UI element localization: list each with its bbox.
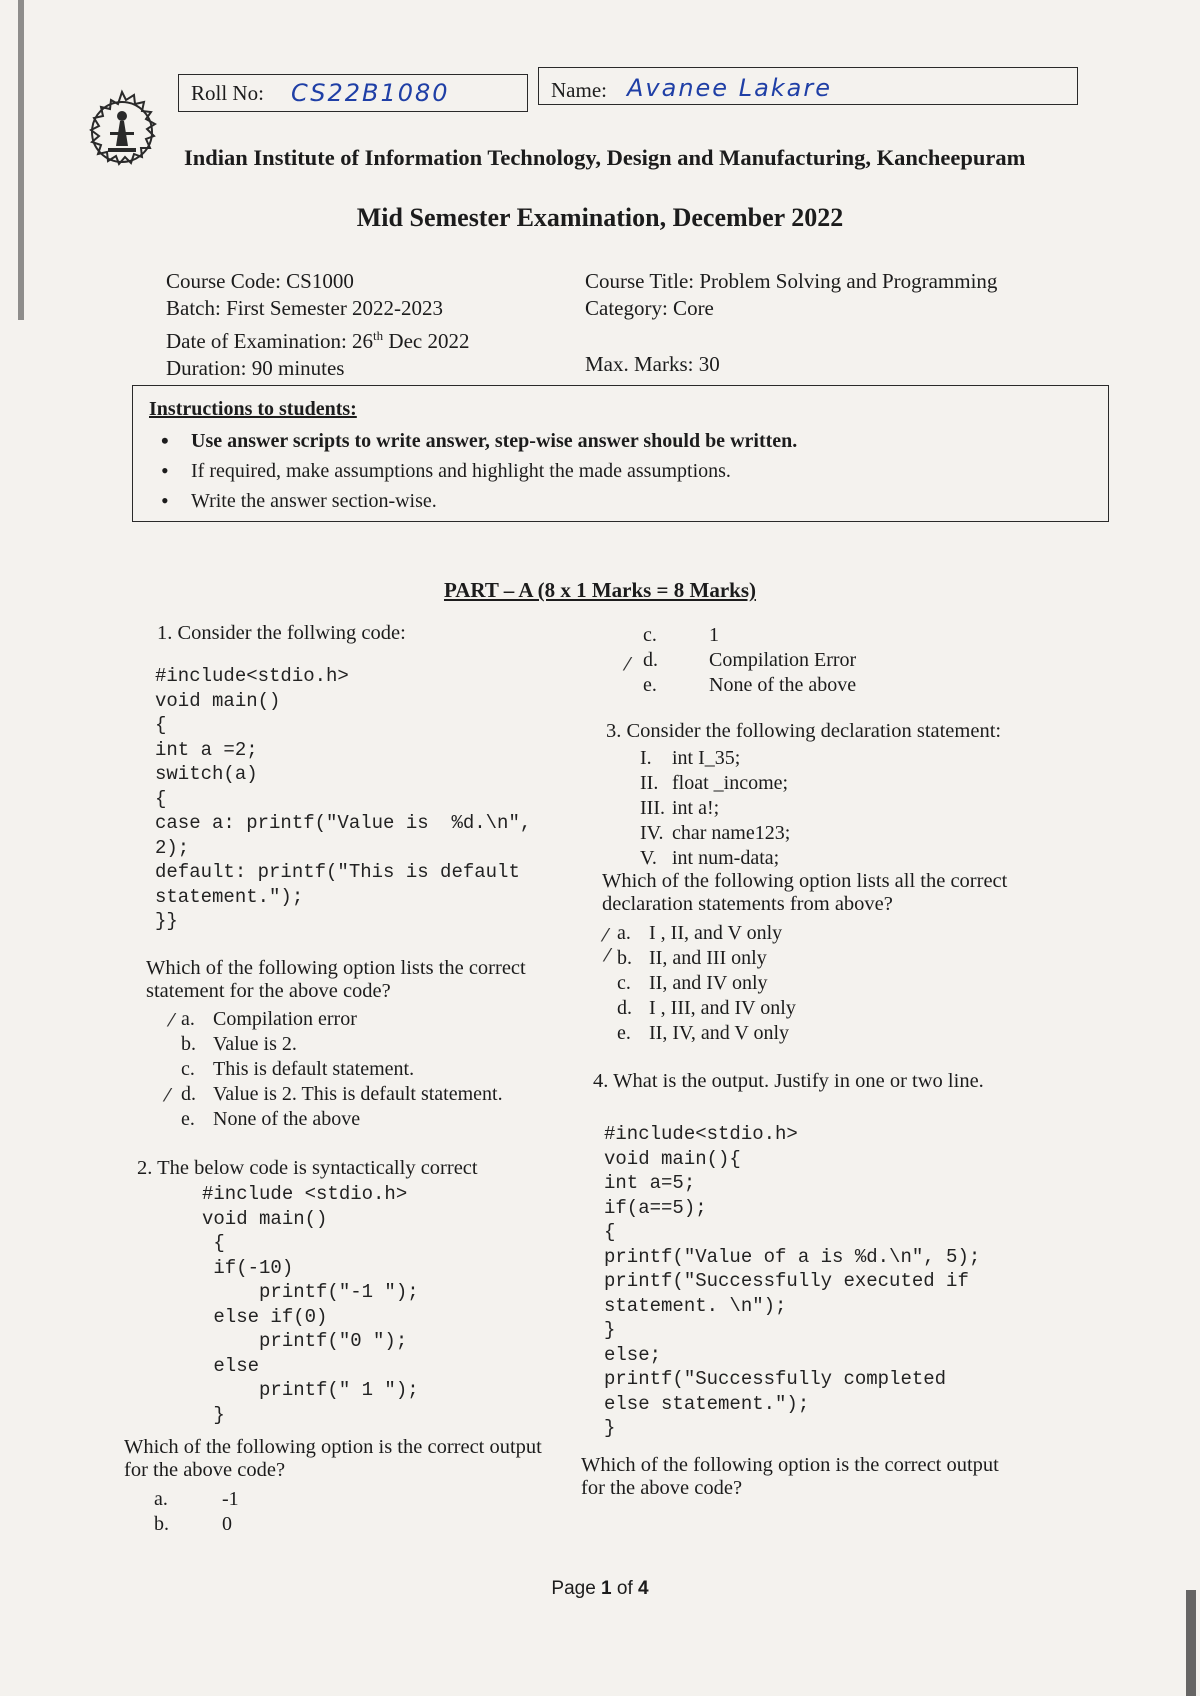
pencil-tick-icon: ⁄ — [606, 945, 610, 966]
student-name-value: Avanee Lakare — [627, 74, 833, 102]
meta-left — [166, 268, 469, 382]
q3-statement-4: IV. char name123; — [640, 822, 791, 844]
max-marks: Max. Marks: 30 — [585, 352, 720, 376]
scan-edge-left — [18, 0, 24, 320]
institute-name: Indian Institute of Information Technology, Design and Manufacturing, Kancheepuram — [184, 145, 1026, 170]
pencil-tick-icon: ⁄ — [166, 1085, 170, 1106]
q1-prompt: 1. Consider the follwing code: — [157, 622, 406, 644]
institute-seal-icon — [76, 86, 168, 178]
q2-option-e: e. None of the above — [643, 674, 857, 696]
student-name-box — [538, 67, 1078, 105]
instruction-item: • Write the answer section-wise. — [153, 486, 797, 516]
roll-number-label: Roll No: — [191, 81, 264, 105]
q3-option-d: d. I , III, and IV only — [617, 997, 796, 1019]
q3-statement-5: V. int num-data; — [640, 847, 780, 869]
scan-edge-right — [1186, 1590, 1196, 1696]
q4-code: #include<stdio.h> void main(){ int a=5; if(a==5); { printf("Value of a is %d.\n", 5); printf("Successfully executed if statement. \n"); } else; printf("Successfully completed else statement."); } — [604, 1123, 981, 1439]
exam-date: Date of Examination: 26th Dec 2022 — [166, 328, 470, 353]
instructions-list — [153, 426, 797, 516]
q2-option-c: c. 1 — [643, 624, 719, 646]
q2-option-b: b. 0 — [154, 1513, 232, 1535]
q2-option-a: a. -1 — [154, 1488, 239, 1510]
q1-option-e: e. None of the above — [181, 1108, 361, 1130]
pencil-tick-icon: ⁄ — [626, 654, 630, 675]
q2-prompt: 2. The below code is syntactically correct — [137, 1157, 478, 1179]
duration: Duration: 90 minutes — [166, 356, 345, 380]
batch: Batch: First Semester 2022-2023 — [166, 296, 444, 320]
roll-number-value: CS22B1080 — [291, 79, 450, 107]
instructions-title: Instructions to students: — [149, 398, 357, 420]
q2-code: #include <stdio.h> void main() { if(-10) printf("-1 "); else if(0) printf("0 "); else printf(" 1 "); } — [202, 1183, 419, 1426]
instruction-item: • If required, make assumptions and highlight the made assumptions. — [153, 456, 797, 486]
instruction-item: • Use answer scripts to write answer, step-wise answer should be written. — [153, 426, 797, 456]
q1-code: #include<stdio.h> void main() { int a =2; switch(a) { case a: printf("Value is %d.\n", 2); default: printf("This is default statement."); }} — [155, 665, 532, 932]
q3-statement-2: II. float _income; — [640, 772, 789, 794]
meta-right — [585, 268, 997, 322]
course-code: Course Code: CS1000 — [166, 269, 354, 293]
q4-prompt: 4. What is the output. Justify in one or two line. — [593, 1070, 984, 1092]
course-title: Course Title: Problem Solving and Programming — [585, 269, 998, 293]
q1-question: Which of the following option lists the correct statement for the above code? — [146, 957, 526, 1002]
q1-option-d: d. Value is 2. This is default statement. — [181, 1083, 503, 1105]
q3-statement-3: III. int a!; — [640, 797, 720, 819]
pencil-tick-icon: ⁄ — [604, 925, 608, 946]
q1-option-a: a. Compilation error — [181, 1008, 357, 1030]
q3-statement-1: I. int I_35; — [640, 747, 741, 769]
part-a-title: PART – A (8 x 1 Marks = 8 Marks) — [443, 578, 757, 602]
q3-option-b: b. II, and III only — [617, 947, 767, 969]
q1-option-b: b. Value is 2. — [181, 1033, 297, 1055]
q3-option-e: e. II, IV, and V only — [617, 1022, 789, 1044]
instructions-box — [132, 385, 1109, 522]
q4-question: Which of the following option is the correct output for the above code? — [581, 1454, 999, 1499]
roll-number-box — [178, 74, 528, 112]
category: Category: Core — [585, 296, 714, 320]
q1-option-c: c. This is default statement. — [181, 1058, 415, 1080]
q3-option-a: a. I , II, and V only — [617, 922, 783, 944]
q3-option-c: c. II, and IV only — [617, 972, 768, 994]
q3-question: Which of the following option lists all the correct declaration statements from above? — [602, 870, 1008, 915]
exam-title: Mid Semester Examination, December 2022 — [356, 203, 844, 232]
pencil-tick-icon: ⁄ — [170, 1010, 174, 1031]
q2-option-d: d. Compilation Error — [643, 649, 857, 671]
q3-prompt: 3. Consider the following declaration statement: — [606, 720, 1002, 742]
page-number: Page 1 of 4 — [551, 1578, 649, 1599]
q2-question: Which of the following option is the correct output for the above code? — [124, 1436, 542, 1481]
student-name-label: Name: — [551, 78, 607, 102]
